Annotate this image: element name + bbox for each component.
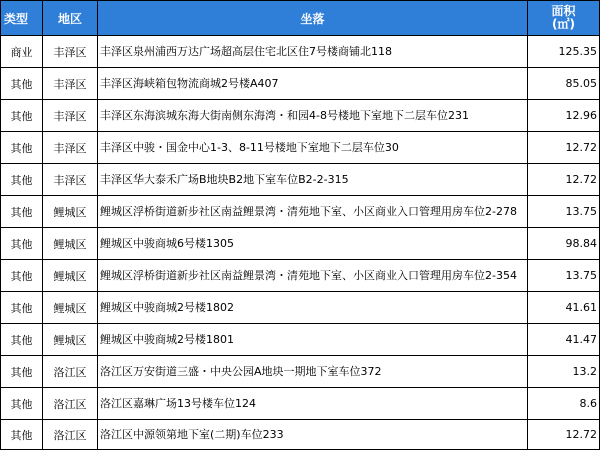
table-row xyxy=(1,292,600,324)
cell-area: 85.05 xyxy=(528,68,600,100)
cell-address: 丰泽区东海滨城东海大街南侧东海湾・和园4-8号楼地下室地下二层车位231 xyxy=(98,100,528,132)
cell-area: 98.84 xyxy=(528,228,600,260)
header-type: 类型 xyxy=(1,1,43,36)
header-row xyxy=(1,1,600,36)
cell-area: 13.75 xyxy=(528,196,600,228)
table-row xyxy=(1,36,600,68)
table-row xyxy=(1,420,600,450)
header-area xyxy=(528,1,600,36)
cell-address: 鲤城区浮桥街道新步社区南益鲤景湾・清苑地下室、小区商业入口管理用房车位2-278 xyxy=(98,196,528,228)
header-area-label: 面积 xyxy=(551,4,576,18)
cell-type: 其他 xyxy=(1,100,43,132)
cell-district: 鲤城区 xyxy=(43,260,98,292)
header-area-unit: (㎡) xyxy=(552,17,575,31)
cell-area: 13.2 xyxy=(528,356,600,388)
cell-district: 丰泽区 xyxy=(43,100,98,132)
table-row xyxy=(1,132,600,164)
cell-area: 13.75 xyxy=(528,260,600,292)
cell-area: 8.6 xyxy=(528,388,600,420)
cell-type: 其他 xyxy=(1,356,43,388)
cell-district: 丰泽区 xyxy=(43,36,98,68)
table-body xyxy=(1,36,600,450)
cell-district: 丰泽区 xyxy=(43,68,98,100)
cell-area: 41.47 xyxy=(528,324,600,356)
cell-district: 丰泽区 xyxy=(43,132,98,164)
cell-address: 洛江区万安街道三盛・中央公园A地块一期地下室车位372 xyxy=(98,356,528,388)
cell-type: 其他 xyxy=(1,196,43,228)
table-row xyxy=(1,260,600,292)
cell-type: 其他 xyxy=(1,420,43,450)
cell-type: 其他 xyxy=(1,132,43,164)
cell-address: 丰泽区中骏・国金中心1-3、8-11号楼地下室地下二层车位30 xyxy=(98,132,528,164)
cell-type: 其他 xyxy=(1,68,43,100)
cell-area: 12.96 xyxy=(528,100,600,132)
header-address: 坐落 xyxy=(98,1,528,36)
table-row xyxy=(1,228,600,260)
header-district: 地区 xyxy=(43,1,98,36)
cell-district: 鲤城区 xyxy=(43,324,98,356)
table-row xyxy=(1,324,600,356)
cell-address: 丰泽区泉州浦西万达广场超高层住宅北区住7号楼商铺北118 xyxy=(98,36,528,68)
cell-area: 12.72 xyxy=(528,132,600,164)
cell-address: 鲤城区中骏商城6号楼1305 xyxy=(98,228,528,260)
cell-type: 其他 xyxy=(1,292,43,324)
cell-area: 41.61 xyxy=(528,292,600,324)
cell-address: 鲤城区浮桥街道新步社区南益鲤景湾・清苑地下室、小区商业入口管理用房车位2-354 xyxy=(98,260,528,292)
cell-address: 洛江区中源领第地下室(二期)车位233 xyxy=(98,420,528,450)
cell-address: 洛江区嘉琳广场13号楼车位124 xyxy=(98,388,528,420)
table-row xyxy=(1,100,600,132)
cell-area: 125.35 xyxy=(528,36,600,68)
cell-type: 其他 xyxy=(1,324,43,356)
cell-type: 其他 xyxy=(1,388,43,420)
cell-district: 鲤城区 xyxy=(43,228,98,260)
cell-district: 鲤城区 xyxy=(43,196,98,228)
cell-type: 其他 xyxy=(1,228,43,260)
cell-district: 鲤城区 xyxy=(43,292,98,324)
cell-address: 鲤城区中骏商城2号楼1802 xyxy=(98,292,528,324)
cell-district: 洛江区 xyxy=(43,420,98,450)
table-row xyxy=(1,388,600,420)
cell-district: 洛江区 xyxy=(43,388,98,420)
cell-address: 丰泽区华大泰禾广场B地块B2地下室车位B2-2-315 xyxy=(98,164,528,196)
table-header xyxy=(1,1,600,36)
table-row xyxy=(1,356,600,388)
cell-type: 其他 xyxy=(1,260,43,292)
cell-area: 12.72 xyxy=(528,164,600,196)
cell-type: 其他 xyxy=(1,164,43,196)
cell-type: 商业 xyxy=(1,36,43,68)
table-row xyxy=(1,196,600,228)
cell-district: 洛江区 xyxy=(43,356,98,388)
cell-district: 丰泽区 xyxy=(43,164,98,196)
cell-address: 鲤城区中骏商城2号楼1801 xyxy=(98,324,528,356)
table-row xyxy=(1,164,600,196)
table-row xyxy=(1,68,600,100)
cell-area: 12.72 xyxy=(528,420,600,450)
cell-address: 丰泽区海峡箱包物流商城2号楼A407 xyxy=(98,68,528,100)
